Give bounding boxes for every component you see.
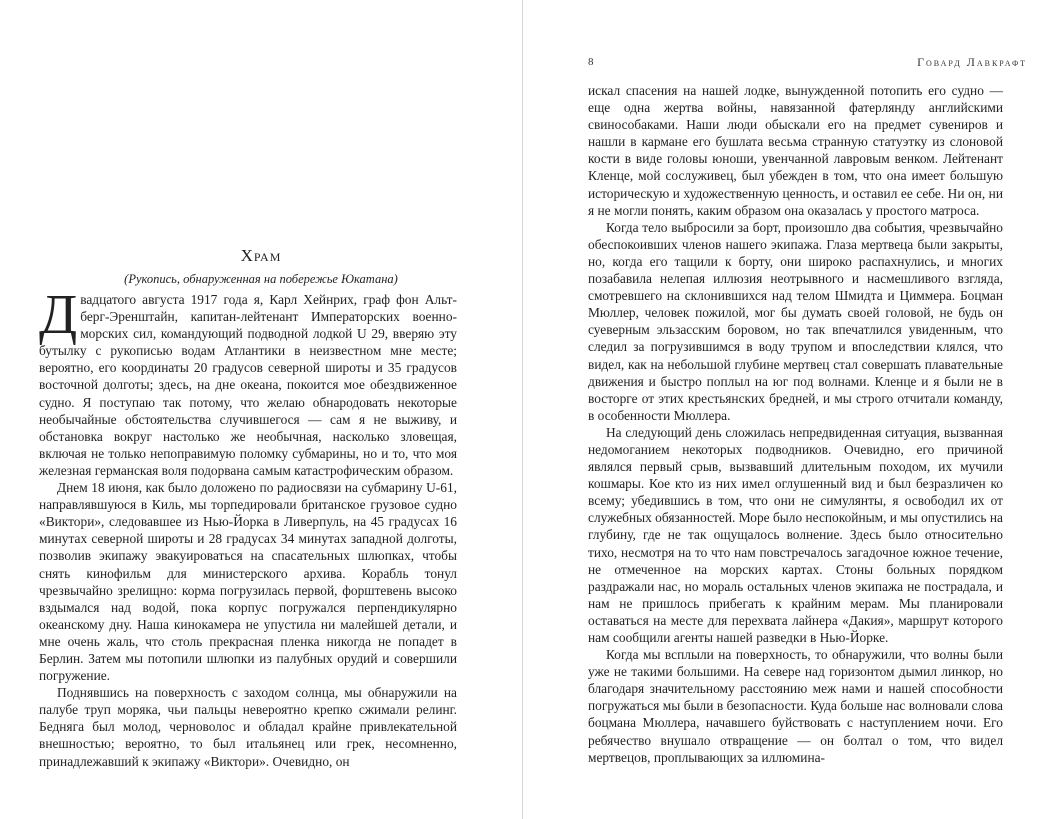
- paragraph: Когда мы всплыли на поверхность, то обнаружили, что волны были уже не такими большими. На севере над горизонтом дымил линкор, но благодаря значительному расстоянию меж нами и нашей способности погружаться мы были в безопасности. Куда больше нас волновали слова боцмана Мюллера, начавшего буйствовать с наступлением ночи. Его ребячество внушало отвращение — он болтал о том, что видел мертвецов, проплывающих за иллюмина-: [588, 647, 1003, 765]
- chapter-title: Храм: [240, 246, 282, 265]
- page-number: 8: [588, 56, 594, 68]
- paragraph: Днем 18 июня, как было доложено по радиосвязи на субмарину U-61, направлявшуюся в Киль, мы торпедировали британское грузовое судно «Виктори», следовавшее из Нью-Йорка в Ливерпуль, на 45 градусах 16 минутах северной широты и 28 градусах 34 минутах западной долготы, позволив экипажу эвакуироваться на спасательных шлюпках, чтобы снять кинофильм для министерского архива. Корабль тонул чрезвычайно зрелищно: корма погрузилась первой, форштевень высоко вздымался над водой, пока корпус погружался перпендикулярно океанскому дну. Наша кинокамера не упустила ни малейшей детали, и мне очень жаль, что столь прекрасная пленка никогда не попадет в Берлин. Затем мы потопили шлюпки из палубных орудий и совершили погружение.: [39, 480, 457, 684]
- paragraph: На следующий день сложилась непредвиденная ситуация, вызванная недомоганием некоторых подводников. Очевидно, его причиной являлся первый срыв, вызвавший длительным походом, их мучили кошмары. Кое кто из них имел оглушенный вид и был безразличен ко всему; убедившись в том, что они не симулянты, я освободил их от служебных обязанностей. Море было неспокойным, и мы опустились на глубину, где не так ощущалось волнение. Здесь было относительно тихо, несмотря на то что нам повстречалось загадочное южное течение, не отмеченное на морских картах. Стоны больных порядком раздражали нас, но мораль остальных членов экипажа не пострадала, и нам не пришлось прибегать к крайним мерам. Мы планировали оставаться на месте для перехвата лайнера «Дакия», маршрут которого нам сообщили агенты нашей разведки в Нью-Йорке.: [588, 424, 1003, 645]
- paragraph-text: вадцатого августа 1917 года я, Карл Хейнрих, граф фон Альтберг-Эренштайн, капитан-лейтенант Императорских военно-морских сил, командующий подводной лодкой U 29, вверяю эту бутылку с рукописью водам Атлантики в неизвестном мне месте; вероятно, его координаты 20 градусов северной широты и 35 градусов восточной долготы; здесь, на дне океана, покоится мое обездвиженное судно. Я поступаю так потому, что желаю обнародовать некоторые необычайные обстоятельства случившегося — сам я не выживу, и обстановка вокруг настолько же необычная, насколько зловещая, включая не только непоправимую поломку субмарины, но и то, что моя железная германская воля подорвана самым катастрофическим образом.: [39, 292, 457, 478]
- paragraph: Когда тело выбросили за борт, произошло два события, чрезвычайно обеспокоивших членов нашего экипажа. Глаза мертвеца были закрыты, но, когда его тащили к борту, они широко распахнулись, и многих позабавила нелепая иллюзия неотрывного и насмешливого взгляда, смотревшего на склонившихся над телом Шмидта и Циммера. Боцман Мюллер, человек пожилой, мог бы думать своей головой, не будь он суеверным эльзасским боровом, но так впечатлился увиденным, что следил за погрузившимся в воду трупом и впоследствии клялся, что видел, как на небольшой глубине мертвец стал совершать плавательные движения и быстро поплыл на юг под волнами. Кленце и я были не в восторге от этих крестьянских бредней, и мы строго отчитали команду, в особенности Мюллера.: [588, 219, 1003, 423]
- drop-cap: Д: [39, 284, 78, 346]
- left-page-body: [39, 284, 457, 770]
- right-page: [524, 0, 1047, 819]
- left-page: [0, 0, 522, 819]
- paragraph: Поднявшись на поверхность с заходом солнца, мы обнаружили на палубе труп моряка, чьи пальцы невероятно крепко сжимали релинг. Бедняга был молод, черноволос и обладал крайне привлекательной внешностью; вероятно, то был итальянец или грек, несомненно, принадлежавший к экипажу «Виктори». Очевидно, он: [39, 685, 457, 769]
- chapter-subtitle: (Рукопись, обнаруженная на побережье Юкатана): [124, 272, 398, 286]
- paragraph: [39, 284, 457, 479]
- right-page-body: [588, 82, 1003, 766]
- running-head-author: Говард Лавкрафт: [917, 55, 1027, 69]
- page-gutter: [522, 0, 523, 819]
- paragraph: искал спасения на нашей лодке, вынужденной потопить его судно — еще одна жертва войны, навязанной фатерлянду английскими свинособаками. Наши люди обыскали его на предмет сувениров и нашли в кармане его бушлата весьма странную статуэтку из слоновой кости в виде головы юноши, увенчанной лавровым венком. Лейтенант Кленце, мой сослуживец, был убежден в том, что она имеет большую историческую и художественную ценность, и оставил ее себе. Ни он, ни я не могли понять, каким образом она оказалась у простого матроса.: [588, 83, 1003, 218]
